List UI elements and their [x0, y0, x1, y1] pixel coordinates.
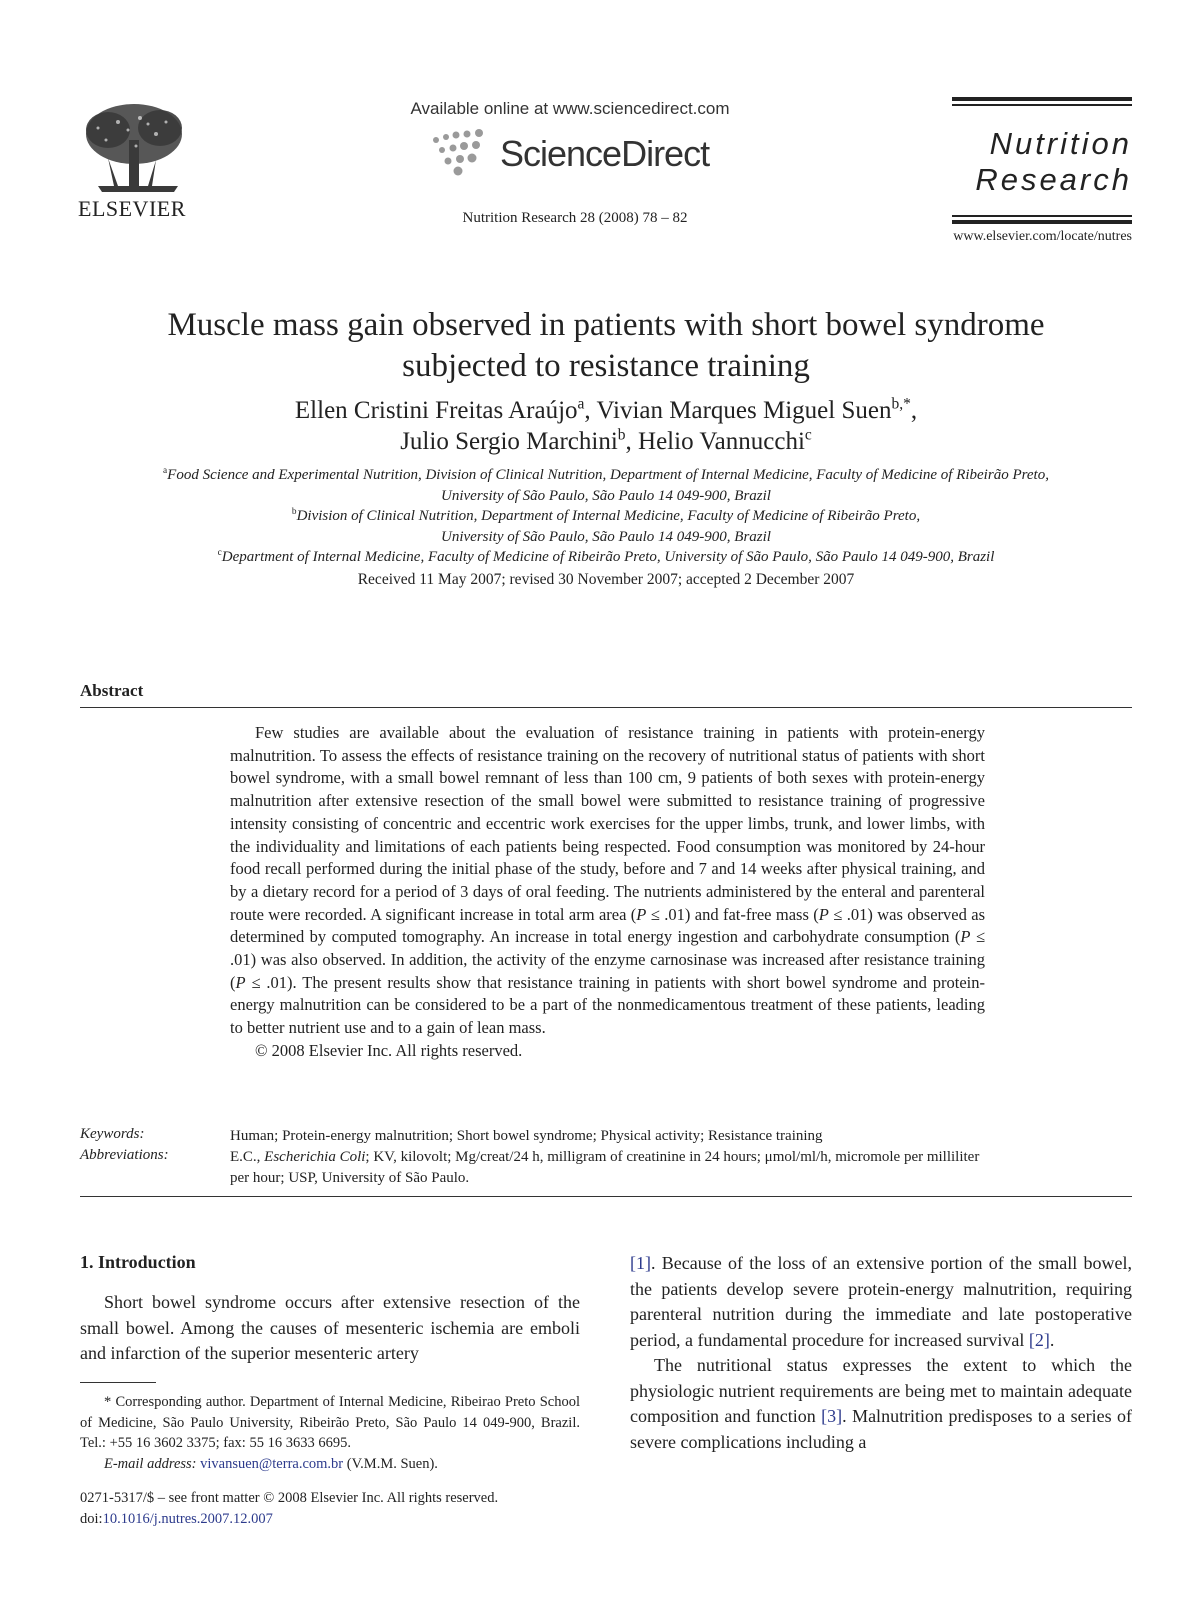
journal-citation: Nutrition Research 28 (2008) 78 – 82	[462, 210, 688, 226]
sciencedirect-wordmark: ScienceDirect	[500, 133, 710, 174]
author-name: Helio Vannucchi	[638, 428, 805, 455]
abbreviations-text: E.C., Escherichia Coli; KV, kilovolt; Mg/creat/24 h, milligram of creatinine in 24 hours; μmol/ml/h, micromole per milliliter per hour; USP, University of São Paulo.	[230, 1149, 980, 1186]
author-list	[80, 395, 1132, 457]
journal-name-line2: Research	[975, 162, 1132, 197]
intro-paragraph-cont: [1]. Because of the loss of an extensive portion of the small bowel, the patients develop severe protein-energy malnutrition, requiring parenteral nutrition during the immediate and late postoperative period, a fundamental procedure for increased survival [2].	[630, 1253, 1132, 1350]
corresponding-author-footnote	[80, 1392, 580, 1474]
author-line-1	[80, 395, 1132, 426]
available-online-text[interactable]: Available online at www.sciencedirect.com	[410, 99, 730, 118]
intro-paragraph-2: The nutritional status expresses the extent to which the physiologic nutrient requirements are being met to maintain adequate composition and function [3]. Malnutrition predisposes to a series of severe complications including a	[630, 1355, 1132, 1452]
author-separator: ,	[584, 397, 597, 424]
intro-paragraph: Short bowel syndrome occurs after extensive resection of the small bowel. Among the causes of mesenteric ischemia are emboli and infarction of the superior mesenteric artery	[80, 1292, 580, 1363]
abstract-top-rule	[80, 707, 1132, 708]
abstract-paragraph: Few studies are available about the evaluation of resistance training in patients with protein-energy malnutrition. To assess the effects of resistance training on the recovery of nutritional status of patients with short bowel syndrome, with a small bowel remnant of less than 100 cm, 9 patients of both sexes with protein-energy malnutrition after extensive resection of the small bowel were submitted to resistance training of progressive intensity consisting of concentric and eccentric work exercises for the upper limbs, trunk, and lower limbs, with the individuality and limitations of each patients being respected. Food consumption was monitored by 24-hour food recall performed during the initial phase of the study, before and 7 and 14 weeks after physical training, and by a dietary record for a period of 3 days of oral feeding. The nutrients administered by the enteral and parenteral route were recorded. A significant increase in total arm area (P ≤ .01) and fat-free mass (P ≤ .01) was observed as determined by computed tomography. An increase in total energy ingestion and carbohydrate consumption (P ≤ .01) was also observed. In addition, the activity of the enzyme carnosinase was increased after resistance training (P ≤ .01). The present results show that resistance training in patients with short bowel syndrome and protein-energy malnutrition can be considered to be a part of the nonmedicamentous treatment of these patients, leading to better nutrient use and to a gain of lean mass.	[230, 723, 986, 1038]
footnote-email: E-mail address: vivansuen@terra.com.br (V.M.M. Suen).	[104, 1455, 438, 1472]
abstract-text	[230, 722, 985, 1063]
abstract-bottom-rule	[80, 1196, 1132, 1197]
journal-name-line1: Nutrition	[989, 126, 1132, 161]
elsevier-logo	[78, 100, 190, 222]
article-title	[80, 305, 1132, 387]
footnote-rule	[80, 1382, 156, 1383]
author-affiliation-sup[interactable]: b	[617, 426, 626, 444]
abstract-heading: Abstract	[80, 681, 144, 700]
abbreviations-label: Abbreviations:	[80, 1147, 169, 1163]
publisher-name: ELSEVIER	[78, 196, 186, 221]
affiliation-b-cont: University of São Paulo, São Paulo 14 049-900, Brazil	[441, 528, 771, 545]
affiliation-a-cont: University of São Paulo, São Paulo 14 049-900, Brazil	[441, 487, 771, 504]
author-affiliation-sup[interactable]: c	[804, 426, 812, 444]
affiliation-text: Food Science and Experimental Nutrition, Division of Clinical Nutrition, Department of Internal Medicine, Faculty of Medicine of Ribeirão Preto,	[167, 467, 1049, 483]
right-column	[630, 1251, 1132, 1455]
email-link[interactable]: vivansuen@terra.com.br	[200, 1455, 344, 1472]
front-matter-text: 0271-5317/$ – see front matter © 2008 Elsevier Inc. All rights reserved.	[80, 1490, 499, 1506]
section-heading-introduction: 1. Introduction	[80, 1252, 196, 1272]
abstract-copyright: © 2008 Elsevier Inc. All rights reserved.	[255, 1040, 523, 1060]
affiliation-sup: c	[217, 548, 222, 558]
affiliation-a	[80, 465, 1132, 486]
author-name: Ellen Cristini Freitas Araújo	[294, 397, 578, 424]
reference-link[interactable]: [1]	[630, 1253, 651, 1273]
journal-rule	[952, 220, 1132, 224]
affiliation-sup: a	[163, 466, 168, 476]
journal-rule	[952, 104, 1132, 106]
article-title-line2: subjected to resistance training	[402, 348, 810, 384]
reference-link[interactable]: [3]	[821, 1406, 843, 1426]
journal-rule	[952, 97, 1132, 101]
author-affiliation-sup[interactable]: a	[577, 395, 585, 413]
reference-link[interactable]: [2]	[1028, 1329, 1050, 1350]
left-column	[80, 1290, 580, 1367]
affiliations	[80, 465, 1132, 568]
received-dates: Received 11 May 2007; revised 30 November 2007; accepted 2 December 2007	[357, 571, 855, 588]
article-title-line1: Muscle mass gain observed in patients with short bowel syndrome	[167, 307, 1045, 343]
author-line-2	[80, 426, 1132, 457]
affiliation-b	[80, 506, 1132, 527]
affiliation-c	[80, 547, 1132, 568]
elsevier-tree-icon	[78, 100, 190, 196]
affiliation-text: Division of Clinical Nutrition, Department of Internal Medicine, Faculty of Medicine of Ribeirão Preto,	[296, 508, 921, 524]
front-matter	[80, 1488, 600, 1529]
doi-line: doi:10.1016/j.nutres.2007.12.007	[80, 1510, 273, 1527]
doi-link[interactable]: 10.1016/j.nutres.2007.12.007	[102, 1510, 273, 1527]
keywords-text: Human; Protein-energy malnutrition; Short bowel syndrome; Physical activity; Resistance training	[230, 1128, 823, 1144]
author-affiliation-sup[interactable]: b,*	[891, 395, 911, 413]
author-separator: ,	[910, 397, 918, 424]
author-name: Vivian Marques Miguel Suen	[596, 397, 892, 424]
affiliation-sup: b	[291, 507, 297, 517]
keywords-label: Keywords:	[80, 1126, 145, 1142]
journal-rule	[952, 215, 1132, 217]
author-separator: ,	[625, 428, 639, 455]
footnote-text: * Corresponding author. Department of Internal Medicine, Ribeirao Preto School of Medicine, São Paulo University, Ribeirão Preto, São Paulo 14 049-900, Brazil. Tel.: +55 16 3602 3375; fax: 55 16 3633 6695.	[80, 1394, 580, 1451]
journal-url-link[interactable]: www.elsevier.com/locate/nutres	[953, 229, 1132, 244]
affiliation-text: Department of Internal Medicine, Faculty of Medicine of Ribeirão Preto, University of São Paulo, São Paulo 14 049-900, Brazil	[221, 549, 995, 565]
sciencedirect-dots-icon	[428, 128, 498, 178]
journal-name	[952, 126, 1132, 198]
author-name: Julio Sergio Marchini	[400, 428, 618, 455]
